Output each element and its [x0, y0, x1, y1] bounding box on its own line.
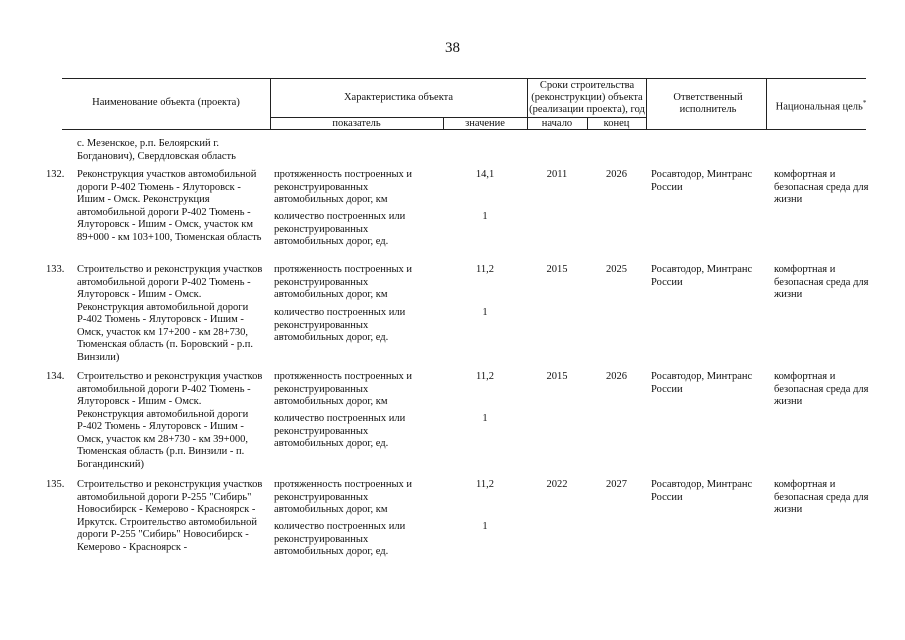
executor: Росавтодор, Минтранс России — [651, 479, 753, 503]
header-value: значение — [465, 118, 505, 129]
end-year: 2027 — [606, 479, 627, 490]
value-count: 1 — [482, 307, 488, 318]
indicator-length: протяженность построенных и реконструированных автомобильных дорог, км — [274, 371, 413, 407]
header-goal-text: Национальная цель — [775, 101, 863, 113]
value-count: 1 — [482, 211, 488, 222]
object-name: Строительство и реконструкция участков автомобильной дороги Р-255 "Сибирь" Новосибирск - Кемерово - Красноярск - Иркутск. Строительство автомобильной дороги Р-255 "Сибирь" Новосибирск - Кемерово - Красноярск - — [77, 479, 263, 553]
start-year: 2015 — [546, 371, 568, 382]
header-col-divider — [646, 78, 647, 129]
header-start: начало — [541, 118, 573, 129]
start-year: 2022 — [546, 479, 568, 490]
end-year: 2026 — [606, 371, 627, 382]
value-count: 1 — [482, 413, 488, 424]
header-indicator: показатель — [332, 118, 381, 129]
object-name: Строительство и реконструкция участков автомобильной дороги Р-402 Тюмень - Ялуторовск - Ишим - Омск. Реконструкция автомобильной дороги Р-402 Тюмень - Ялуторовск - Ишим - Омск, участок км 28+730 - км 39+000, Тюменская область (р.п. Винзили - п. Богандинский) — [77, 371, 263, 470]
value-length: 11,2 — [476, 479, 494, 490]
indicator-count: количество построенных или реконструированных автомобильных дорог, ед. — [274, 413, 406, 449]
header-goal-mark: * — [862, 99, 867, 107]
executor: Росавтодор, Минтранс России — [651, 264, 753, 288]
start-year: 2015 — [546, 264, 568, 275]
row-number: 134. — [46, 371, 65, 382]
executor: Росавтодор, Минтранс России — [651, 371, 753, 395]
page-number: 38 — [445, 40, 460, 56]
header-timeline: Сроки строительства (реконструкции) объекта (реализации проекта), год — [529, 80, 645, 115]
indicator-count: количество построенных или реконструированных автомобильных дорог, ед. — [274, 521, 406, 557]
value-length: 14,1 — [475, 169, 495, 180]
value-count: 1 — [482, 521, 488, 532]
end-year: 2026 — [606, 169, 627, 180]
indicator-length: протяженность построенных и реконструированных автомобильных дорог, км — [274, 264, 413, 300]
national-goal: комфортная и безопасная среда для жизни — [774, 264, 869, 300]
start-year: 2011 — [546, 169, 568, 180]
executor: Росавтодор, Минтранс России — [651, 169, 753, 193]
national-goal: комфортная и безопасная среда для жизни — [774, 169, 869, 205]
header-executor: Ответственный исполнитель — [673, 92, 743, 115]
header-characteristic: Характеристика объекта — [343, 92, 454, 103]
object-name: Строительство и реконструкция участков автомобильной дороги Р-402 Тюмень - Ялуторовск - Ишим - Омск. Реконструкция автомобильной дороги Р-402 Тюмень - Ялуторовск - Ишим - Омск, участок км 17+200 - км 28+730, Тюменская область (п. Боровский - р.п. Винзили) — [77, 264, 263, 363]
national-goal: комфортная и безопасная среда для жизни — [774, 371, 869, 407]
end-year: 2025 — [606, 264, 627, 275]
header-end: конец — [603, 118, 630, 129]
indicator-count: количество построенных или реконструированных автомобильных дорог, ед. — [274, 211, 406, 247]
header-top-border — [62, 78, 866, 79]
continuation-text: с. Мезенское, р.п. Белоярский г. Богданович), Свердловская область — [77, 138, 236, 162]
row-number: 135. — [46, 479, 65, 490]
value-length: 11,2 — [476, 264, 494, 275]
value-length: 11,2 — [476, 371, 494, 382]
row-number: 133. — [46, 264, 65, 275]
row-number: 132. — [46, 169, 65, 180]
indicator-length: протяженность построенных и реконструированных автомобильных дорог, км — [274, 479, 413, 515]
national-goal: комфортная и безопасная среда для жизни — [774, 479, 869, 515]
indicator-length: протяженность построенных и реконструированных автомобильных дорог, км — [274, 169, 413, 205]
header-goal — [766, 97, 876, 114]
indicator-count: количество построенных или реконструированных автомобильных дорог, ед. — [274, 307, 406, 343]
header-name: Наименование объекта (проекта) — [92, 97, 240, 108]
object-name: Реконструкция участков автомобильной дороги Р-402 Тюмень - Ялуторовск - Ишим - Омск. Реконструкция автомобильной дороги Р-402 Тюмень - Ялуторовск - Ишим - Омск, участок км 89+000 - км 103+100, Тюменская область — [77, 169, 262, 243]
